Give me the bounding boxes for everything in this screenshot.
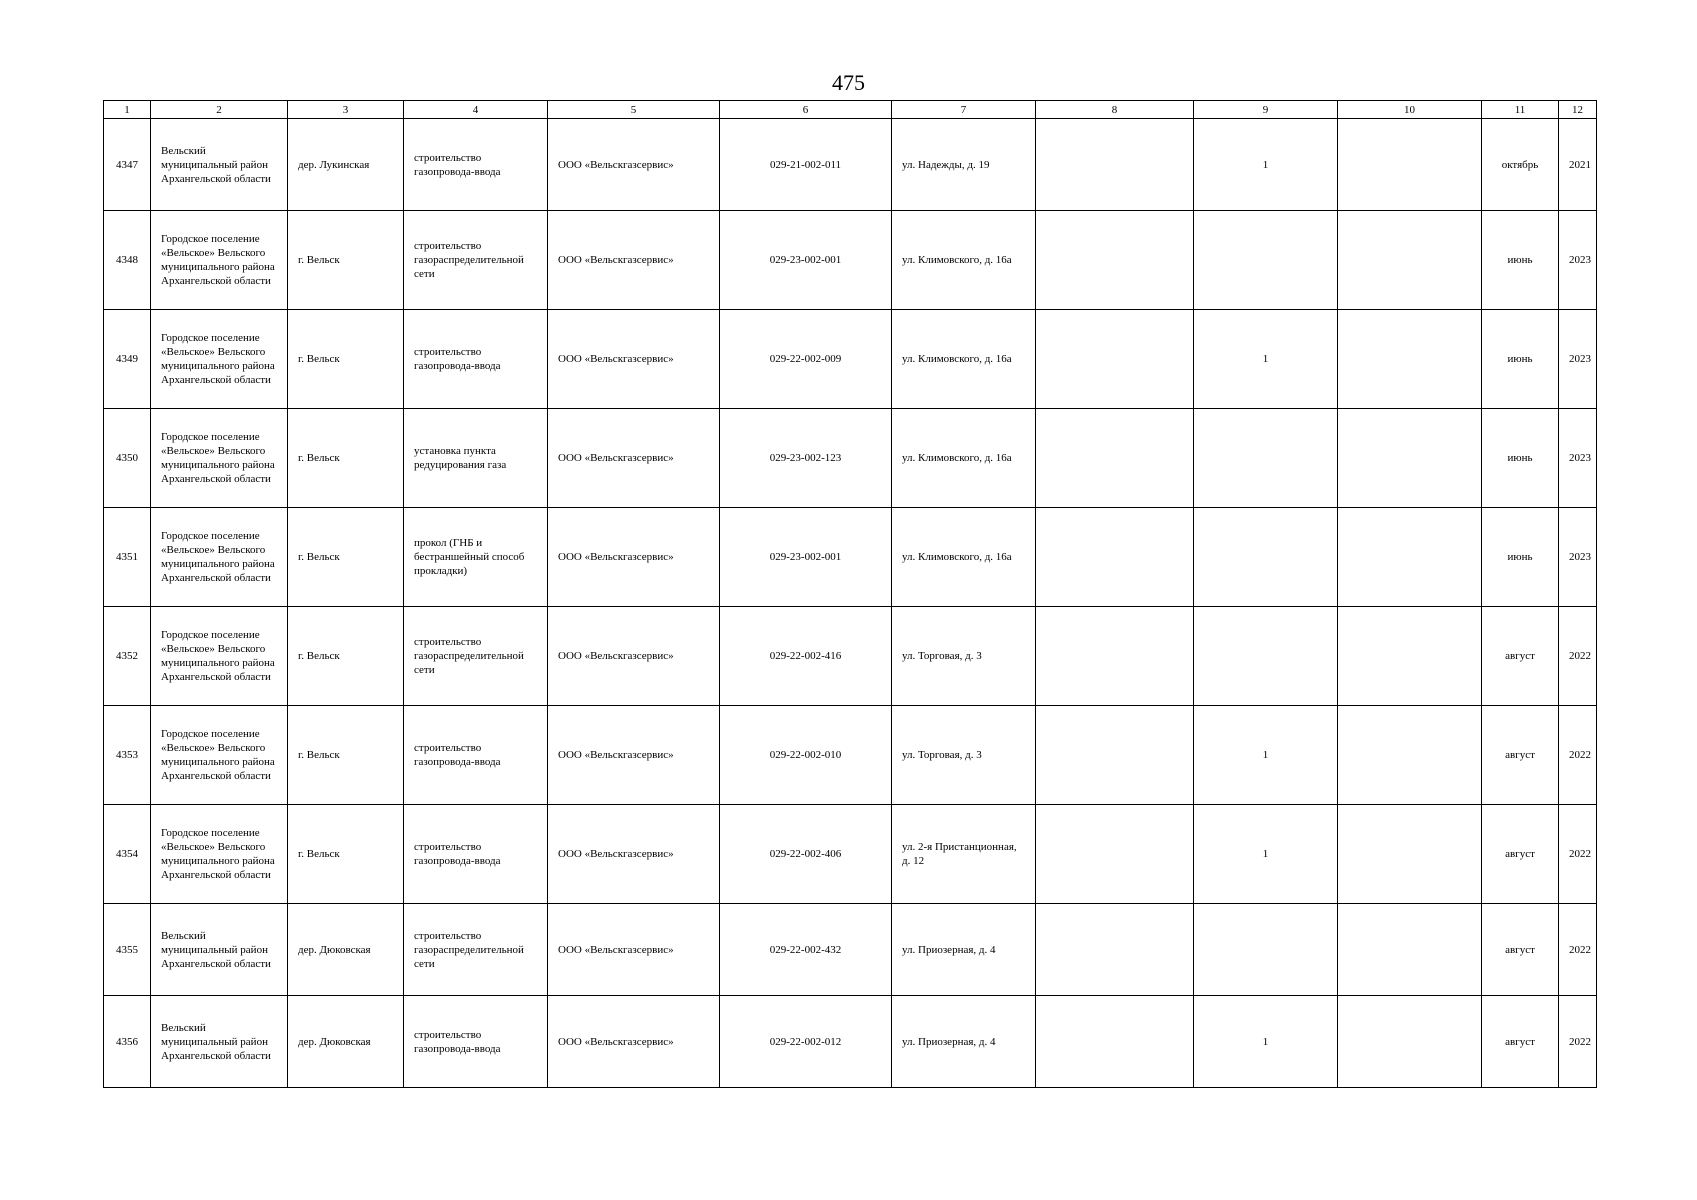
address-cell: ул. Приозерная, д. 4 [892,904,1036,996]
settlement-cell: г. Вельск [288,805,404,904]
count-cell: 1 [1194,706,1338,805]
code-cell: 029-23-002-001 [720,211,892,310]
organization-cell: ООО «Вельскгазсервис» [548,310,720,409]
municipality-cell: Вельский муниципальный район Архангельской области [151,119,288,211]
month-cell: август [1482,996,1559,1088]
month-cell: июнь [1482,508,1559,607]
work-type-cell: строительство газопровода-ввода [404,996,548,1088]
table-row [104,607,1597,706]
count-cell: 1 [1194,996,1338,1088]
settlement-cell: г. Вельск [288,706,404,805]
code-cell: 029-22-002-010 [720,706,892,805]
code-cell: 029-22-002-012 [720,996,892,1088]
code-cell: 029-22-002-432 [720,904,892,996]
column-8-cell [1036,310,1194,409]
month-cell: август [1482,706,1559,805]
row-number: 4347 [104,119,151,211]
column-10-cell [1338,706,1482,805]
month-cell: июнь [1482,211,1559,310]
work-type-cell: строительство газопровода-ввода [404,805,548,904]
count-cell: 1 [1194,805,1338,904]
address-cell: ул. Приозерная, д. 4 [892,996,1036,1088]
settlement-cell: г. Вельск [288,211,404,310]
column-header: 3 [288,101,404,119]
address-cell: ул. Торговая, д. 3 [892,706,1036,805]
column-number-row [104,101,1597,119]
column-10-cell [1338,996,1482,1088]
address-cell: ул. Надежды, д. 19 [892,119,1036,211]
municipality-cell: Вельский муниципальный район Архангельской области [151,904,288,996]
column-10-cell [1338,119,1482,211]
address-cell: ул. Климовского, д. 16а [892,310,1036,409]
organization-cell: ООО «Вельскгазсервис» [548,409,720,508]
code-cell: 029-23-002-001 [720,508,892,607]
work-type-cell: строительство газораспределительной сети [404,607,548,706]
month-cell: август [1482,805,1559,904]
row-number: 4352 [104,607,151,706]
address-cell: ул. Климовского, д. 16а [892,508,1036,607]
settlement-cell: г. Вельск [288,409,404,508]
row-number: 4350 [104,409,151,508]
column-header: 8 [1036,101,1194,119]
column-header: 12 [1559,101,1597,119]
count-cell [1194,409,1338,508]
year-cell: 2023 [1559,310,1597,409]
settlement-cell: дер. Дюковская [288,904,404,996]
organization-cell: ООО «Вельскгазсервис» [548,996,720,1088]
year-cell: 2022 [1559,607,1597,706]
code-cell: 029-23-002-123 [720,409,892,508]
organization-cell: ООО «Вельскгазсервис» [548,805,720,904]
year-cell: 2023 [1559,409,1597,508]
column-8-cell [1036,996,1194,1088]
year-cell: 2022 [1559,805,1597,904]
column-8-cell [1036,119,1194,211]
municipality-cell: Городское поселение «Вельское» Вельского муниципального района Архангельской области [151,805,288,904]
municipality-cell: Вельский муниципальный район Архангельской области [151,996,288,1088]
row-number: 4349 [104,310,151,409]
table-row [104,310,1597,409]
column-header: 2 [151,101,288,119]
row-number: 4355 [104,904,151,996]
work-type-cell: строительство газопровода-ввода [404,310,548,409]
municipality-cell: Городское поселение «Вельское» Вельского муниципального района Архангельской области [151,310,288,409]
settlement-cell: дер. Дюковская [288,996,404,1088]
organization-cell: ООО «Вельскгазсервис» [548,211,720,310]
organization-cell: ООО «Вельскгазсервис» [548,706,720,805]
column-10-cell [1338,607,1482,706]
column-10-cell [1338,211,1482,310]
table-row [104,996,1597,1088]
month-cell: июнь [1482,409,1559,508]
column-8-cell [1036,409,1194,508]
table-row [104,119,1597,211]
column-10-cell [1338,310,1482,409]
work-type-cell: установка пункта редуцирования газа [404,409,548,508]
column-8-cell [1036,508,1194,607]
month-cell: август [1482,904,1559,996]
count-cell: 1 [1194,310,1338,409]
column-header: 1 [104,101,151,119]
column-header: 10 [1338,101,1482,119]
column-header: 11 [1482,101,1559,119]
column-10-cell [1338,508,1482,607]
settlement-cell: г. Вельск [288,607,404,706]
settlement-cell: г. Вельск [288,310,404,409]
organization-cell: ООО «Вельскгазсервис» [548,508,720,607]
column-10-cell [1338,904,1482,996]
month-cell: октябрь [1482,119,1559,211]
table-row [104,508,1597,607]
count-cell [1194,508,1338,607]
organization-cell: ООО «Вельскгазсервис» [548,607,720,706]
year-cell: 2022 [1559,996,1597,1088]
column-10-cell [1338,805,1482,904]
column-8-cell [1036,211,1194,310]
settlement-cell: г. Вельск [288,508,404,607]
organization-cell: ООО «Вельскгазсервис» [548,119,720,211]
table-row [104,211,1597,310]
page-number: 475 [832,70,865,95]
column-header: 5 [548,101,720,119]
work-type-cell: строительство газопровода-ввода [404,706,548,805]
table-row [104,805,1597,904]
work-type-cell: прокол (ГНБ и бестраншейный способ прокладки) [404,508,548,607]
table-header [104,101,1597,119]
register-table [103,100,1597,1088]
year-cell: 2023 [1559,211,1597,310]
table-body [104,119,1597,1088]
year-cell: 2022 [1559,904,1597,996]
count-cell [1194,904,1338,996]
municipality-cell: Городское поселение «Вельское» Вельского муниципального района Архангельской области [151,409,288,508]
count-cell: 1 [1194,119,1338,211]
settlement-cell: дер. Лукинская [288,119,404,211]
code-cell: 029-22-002-416 [720,607,892,706]
row-number: 4356 [104,996,151,1088]
table-row [104,706,1597,805]
column-header: 4 [404,101,548,119]
municipality-cell: Городское поселение «Вельское» Вельского муниципального района Архангельской области [151,508,288,607]
code-cell: 029-22-002-406 [720,805,892,904]
row-number: 4354 [104,805,151,904]
organization-cell: ООО «Вельскгазсервис» [548,904,720,996]
code-cell: 029-22-002-009 [720,310,892,409]
table-row [104,904,1597,996]
address-cell: ул. 2-я Пристанционная, д. 12 [892,805,1036,904]
month-cell: июнь [1482,310,1559,409]
municipality-cell: Городское поселение «Вельское» Вельского муниципального района Архангельской области [151,706,288,805]
year-cell: 2021 [1559,119,1597,211]
count-cell [1194,607,1338,706]
column-header: 7 [892,101,1036,119]
address-cell: ул. Климовского, д. 16а [892,211,1036,310]
column-8-cell [1036,904,1194,996]
column-10-cell [1338,409,1482,508]
work-type-cell: строительство газораспределительной сети [404,211,548,310]
row-number: 4353 [104,706,151,805]
year-cell: 2022 [1559,706,1597,805]
work-type-cell: строительство газораспределительной сети [404,904,548,996]
table-row [104,409,1597,508]
code-cell: 029-21-002-011 [720,119,892,211]
row-number: 4351 [104,508,151,607]
municipality-cell: Городское поселение «Вельское» Вельского муниципального района Архангельской области [151,211,288,310]
address-cell: ул. Торговая, д. 3 [892,607,1036,706]
column-8-cell [1036,706,1194,805]
column-8-cell [1036,607,1194,706]
month-cell: август [1482,607,1559,706]
municipality-cell: Городское поселение «Вельское» Вельского муниципального района Архангельской области [151,607,288,706]
column-header: 9 [1194,101,1338,119]
year-cell: 2023 [1559,508,1597,607]
column-8-cell [1036,805,1194,904]
column-header: 6 [720,101,892,119]
row-number: 4348 [104,211,151,310]
address-cell: ул. Климовского, д. 16а [892,409,1036,508]
work-type-cell: строительство газопровода-ввода [404,119,548,211]
count-cell [1194,211,1338,310]
